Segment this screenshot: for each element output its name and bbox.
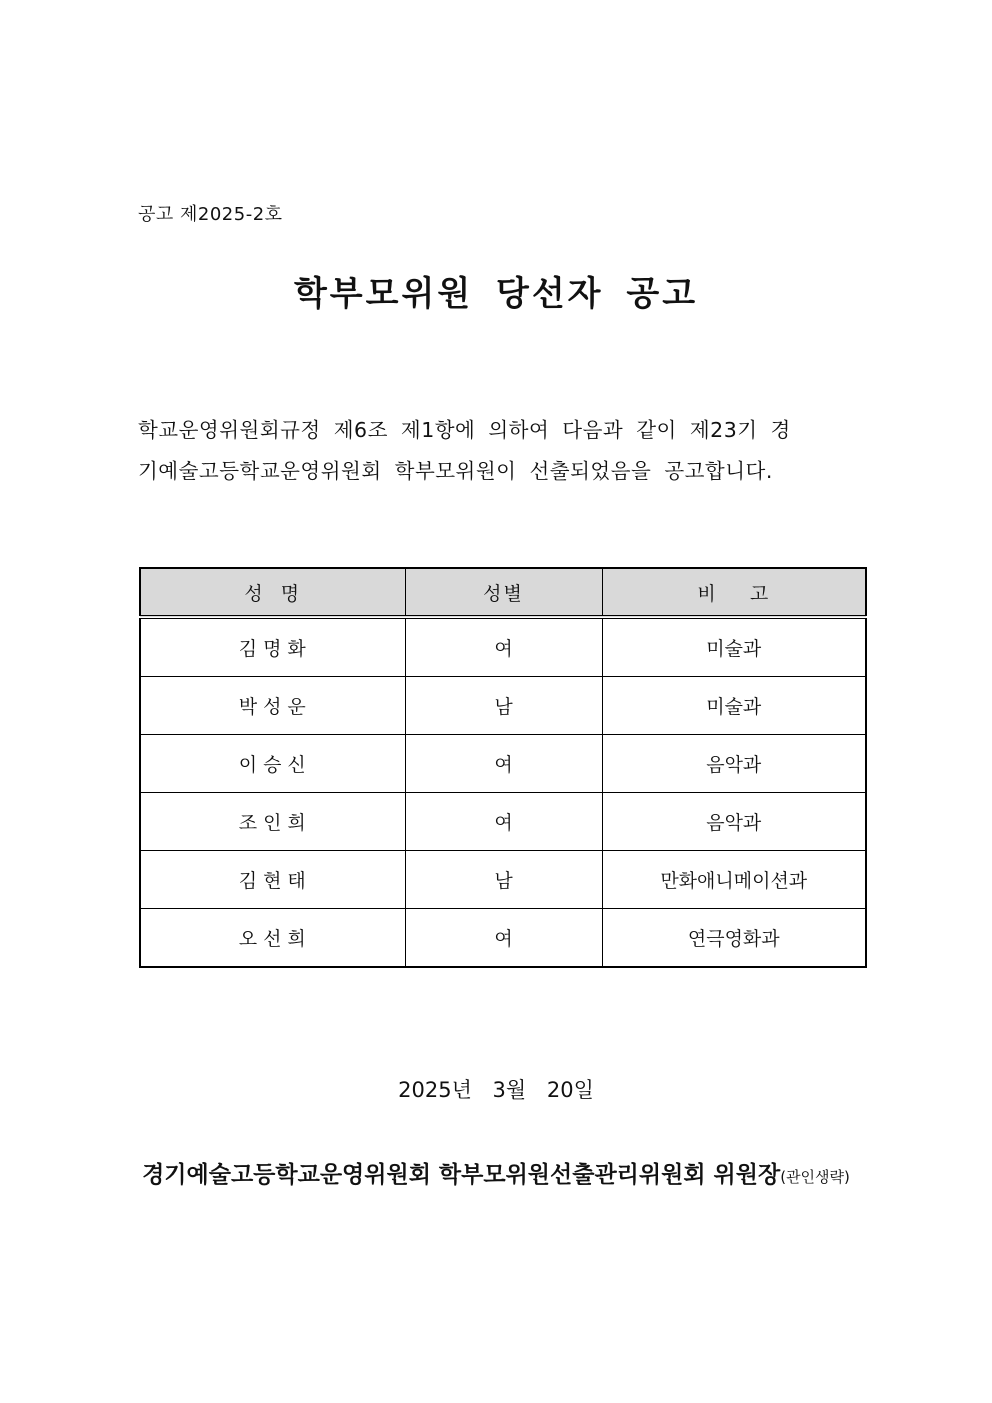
member-gender: 여 [405, 735, 602, 793]
member-remark: 미술과 [602, 677, 866, 735]
issuer-name: 경기예술고등학교운영위원회 학부모위원선출관리위원회 위원장 [142, 1162, 781, 1188]
member-name: 박성운 [140, 677, 405, 735]
header-gender: 성별 [405, 568, 602, 617]
table-header-row [140, 568, 866, 617]
member-remark: 만화애니메이션과 [602, 851, 866, 909]
elected-members-table [139, 567, 867, 968]
member-name: 김명화 [140, 617, 405, 677]
notice-number: 공고 제2025-2호 [138, 204, 283, 225]
member-name: 오선희 [140, 909, 405, 968]
notice-body-line-1: 학교운영위원회규정 제6조 제1항에 의하여 다음과 같이 제23기 경 [138, 418, 791, 442]
table-row [140, 735, 866, 793]
member-remark: 음악과 [602, 735, 866, 793]
member-name: 김현태 [140, 851, 405, 909]
member-remark: 미술과 [602, 617, 866, 677]
table-row [140, 617, 866, 677]
header-name: 성 명 [140, 568, 405, 617]
notice-body [138, 410, 858, 492]
seal-omitted-note: (관인생략) [780, 1168, 850, 1186]
member-name: 조인희 [140, 793, 405, 851]
member-remark: 음악과 [602, 793, 866, 851]
header-remark: 비 고 [602, 568, 866, 617]
member-gender: 남 [405, 677, 602, 735]
table-row [140, 677, 866, 735]
member-gender: 남 [405, 851, 602, 909]
table-row [140, 909, 866, 968]
document-title: 학부모위원 당선자 공고 [293, 274, 699, 314]
member-remark: 연극영화과 [602, 909, 866, 968]
notice-body-line-2: 기예술고등학교운영위원회 학부모위원이 선출되었음을 공고합니다. [138, 459, 773, 483]
member-gender: 여 [405, 909, 602, 968]
notice-date: 2025년 3월 20일 [398, 1078, 594, 1102]
member-gender: 여 [405, 617, 602, 677]
member-gender: 여 [405, 793, 602, 851]
table-row [140, 851, 866, 909]
issuer-signature [0, 1156, 992, 1189]
member-name: 이승신 [140, 735, 405, 793]
table-row [140, 793, 866, 851]
